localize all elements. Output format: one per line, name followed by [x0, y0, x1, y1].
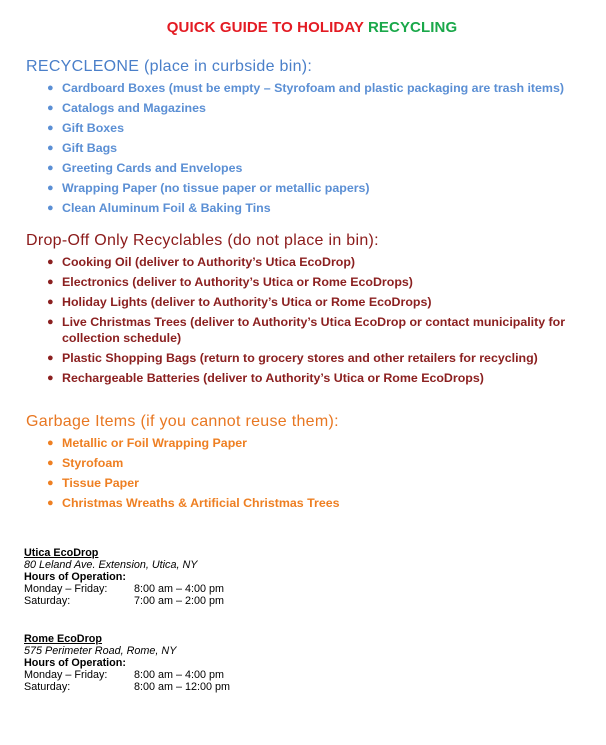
list-item	[47, 80, 606, 96]
list-item-text: Electronics (deliver to Authority’s Utica or Rome EcoDrops)	[62, 275, 413, 289]
hours-label: Hours of Operation:	[24, 657, 126, 669]
list-item	[47, 475, 606, 491]
bullet-icon: ●	[47, 162, 54, 174]
hours-day: Saturday:	[24, 595, 71, 607]
rome-ecodrop-info	[24, 633, 606, 693]
list-item	[47, 370, 606, 386]
garbage-list	[26, 435, 606, 511]
list-item	[47, 140, 606, 156]
list-item-text: Cardboard Boxes (must be empty – Styrofoam and plastic packaging are trash items)	[62, 81, 564, 95]
list-item	[47, 254, 606, 270]
bullet-icon: ●	[47, 316, 54, 328]
list-item-text: Wrapping Paper (no tissue paper or metallic papers)	[62, 181, 370, 195]
location-name: Utica EcoDrop	[24, 547, 99, 559]
list-item-text: Plastic Shopping Bags (return to grocery stores and other retailers for recycling)	[62, 351, 538, 365]
title-part-recycling: RECYCLING	[367, 19, 458, 36]
hours-day: Monday – Friday:	[24, 583, 108, 595]
bullet-icon: ●	[47, 296, 54, 308]
bullet-icon: ●	[47, 82, 54, 94]
hours-time: 8:00 am – 12:00 pm	[134, 681, 231, 693]
list-item	[47, 180, 606, 196]
bullet-icon: ●	[47, 202, 54, 214]
utica-ecodrop-info	[24, 547, 606, 607]
list-item-text: Holiday Lights (deliver to Authority’s Utica or Rome EcoDrops)	[62, 295, 432, 309]
list-item-text: Clean Aluminum Foil & Baking Tins	[62, 201, 271, 215]
garbage-heading: Garbage Items (if you cannot reuse them):	[26, 413, 339, 430]
dropoff-list	[26, 254, 606, 386]
list-item-text: Tissue Paper	[62, 476, 139, 490]
bullet-icon: ●	[47, 457, 54, 469]
bullet-icon: ●	[47, 372, 54, 384]
dropoff-section	[26, 232, 606, 386]
dropoff-heading: Drop-Off Only Recyclables (do not place in bin):	[26, 232, 379, 249]
location-address: 575 Perimeter Road, Rome, NY	[24, 645, 177, 657]
bullet-icon: ●	[47, 122, 54, 134]
list-item-text: Greeting Cards and Envelopes	[62, 161, 243, 175]
list-item	[47, 274, 606, 290]
hours-row	[24, 669, 606, 681]
garbage-section	[26, 413, 606, 511]
bullet-icon: ●	[47, 182, 54, 194]
list-item	[47, 200, 606, 216]
title-part-holiday: QUICK GUIDE TO HOLIDAY	[166, 19, 368, 36]
list-item-text: Metallic or Foil Wrapping Paper	[62, 436, 247, 450]
list-item	[47, 314, 606, 346]
bullet-icon: ●	[47, 256, 54, 268]
list-item	[47, 294, 606, 310]
list-item-text: Live Christmas Trees (deliver to Authority’s Utica EcoDrop or contact municipality for collection schedule)	[62, 315, 566, 345]
hours-label: Hours of Operation:	[24, 571, 126, 583]
bullet-icon: ●	[47, 142, 54, 154]
hours-day: Saturday:	[24, 681, 71, 693]
hours-time: 8:00 am – 4:00 pm	[134, 669, 225, 681]
hours-time: 7:00 am – 2:00 pm	[134, 595, 225, 607]
list-item	[47, 100, 606, 116]
list-item-text: Cooking Oil (deliver to Authority’s Utica EcoDrop)	[62, 255, 356, 269]
hours-time: 8:00 am – 4:00 pm	[134, 583, 225, 595]
list-item-text: Catalogs and Magazines	[62, 101, 206, 115]
recycle-section	[26, 58, 606, 216]
hours-row	[24, 595, 606, 607]
list-item-text: Rechargeable Batteries (deliver to Authority’s Utica or Rome EcoDrops)	[62, 371, 484, 385]
bullet-icon: ●	[47, 497, 54, 509]
list-item	[47, 455, 606, 471]
hours-row	[24, 583, 606, 595]
list-item	[47, 495, 606, 511]
hours-day: Monday – Friday:	[24, 669, 108, 681]
hours-row	[24, 681, 606, 693]
list-item	[47, 120, 606, 136]
bullet-icon: ●	[47, 477, 54, 489]
list-item	[47, 435, 606, 451]
list-item	[47, 160, 606, 176]
list-item	[47, 350, 606, 366]
list-item-text: Gift Boxes	[62, 121, 124, 135]
list-item-text: Gift Bags	[62, 141, 118, 155]
recycle-heading: RECYCLEONE (place in curbside bin):	[26, 58, 313, 75]
list-item-text: Styrofoam	[62, 456, 124, 470]
bullet-icon: ●	[47, 276, 54, 288]
list-item-text: Christmas Wreaths & Artificial Christmas Trees	[62, 496, 340, 510]
page-title	[18, 19, 606, 36]
location-name: Rome EcoDrop	[24, 633, 102, 645]
recycle-list	[26, 80, 606, 216]
location-address: 80 Leland Ave. Extension, Utica, NY	[24, 559, 198, 571]
bullet-icon: ●	[47, 437, 54, 449]
bullet-icon: ●	[47, 352, 54, 364]
bullet-icon: ●	[47, 102, 54, 114]
